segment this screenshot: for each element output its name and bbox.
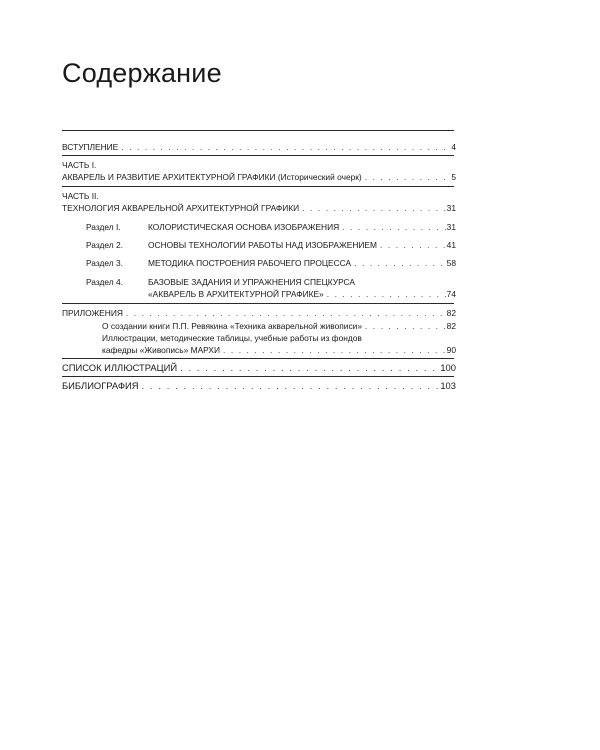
toc-entry-bibliography[interactable] [62,380,456,392]
dot-leader [121,141,450,153]
toc-page: 74 [446,289,456,299]
toc-label: АКВАРЕЛЬ И РАЗВИТИЕ АРХИТЕКТУРНОЙ ГРАФИКИ (Исторический очерк) [62,172,362,182]
dot-leader [180,362,439,374]
divider-rule [62,186,454,187]
toc-part2-heading [62,190,456,202]
toc-label: МЕТОДИКА ПОСТРОЕНИЯ РАБОЧЕГО ПРОЦЕССА [148,258,352,268]
section-number: Раздел 2. [86,240,123,250]
toc-entry-part1[interactable] [62,171,456,183]
toc-label: ТЕХНОЛОГИЯ АКВАРЕЛЬНОЙ АРХИТЕКТУРНОЙ ГРАФИКИ [62,203,300,213]
toc-section-4-line1[interactable] [62,276,456,288]
dot-leader [302,202,445,214]
page-title: Содержание [62,58,222,88]
toc-section-4-line2[interactable] [62,288,456,300]
toc-label: кафедры «Живопись» МАРХИ [102,345,220,355]
divider-rule [62,155,454,156]
toc-appendix-item-1[interactable] [62,320,456,332]
toc-label: ВСТУПЛЕНИЕ [62,142,119,152]
toc-page: 4 [451,142,456,152]
dot-leader [142,380,440,392]
dot-leader [365,320,446,332]
toc-label: О создании книги П.П. Ревякина «Техника акварельной живописи» [102,321,362,331]
toc-page: 31 [446,203,456,213]
toc-page: 5 [451,172,456,182]
dot-leader [365,171,451,183]
dot-leader [342,221,446,233]
section-number: Раздел I. [86,222,121,232]
dot-leader [126,307,446,319]
toc-section-3[interactable] [62,257,456,269]
dot-leader [380,239,446,251]
toc-label: БИБЛИОГРАФИЯ [62,380,139,391]
toc-appendix-item-2-line2[interactable] [62,344,456,356]
toc-label: ЧАСТЬ II. [62,191,99,201]
toc-entry-appendix[interactable] [62,307,456,319]
toc-part1-heading [62,159,456,171]
divider-rule [62,130,454,131]
toc-entry-illustrations[interactable] [62,362,456,374]
dot-leader [223,344,446,356]
toc-appendix-item-2-line1[interactable] [62,332,456,344]
toc-label: ЧАСТЬ I. [62,160,97,170]
toc-label: ОСНОВЫ ТЕХНОЛОГИИ РАБОТЫ НАД ИЗОБРАЖЕНИЕМ [148,240,377,250]
toc-label: ПРИЛОЖЕНИЯ [62,308,123,318]
divider-rule [62,358,454,359]
divider-rule [62,376,454,377]
dot-leader [354,257,446,269]
toc-page: 58 [446,258,456,268]
toc-page: 82 [446,321,456,331]
toc-label: КОЛОРИСТИЧЕСКАЯ ОСНОВА ИЗОБРАЖЕНИЯ [148,222,340,232]
toc-page: 100 [440,362,456,373]
toc-label: Иллюстрации, методические таблицы, учебные работы из фондов [102,333,362,343]
toc-page: 103 [440,380,456,391]
toc-page: 82 [446,308,456,318]
toc-label: СПИСОК ИЛЛЮСТРАЦИЙ [62,362,178,373]
section-number: Раздел 4. [86,277,123,287]
toc-section-2[interactable] [62,239,456,251]
toc-page: 31 [446,222,456,232]
divider-rule [62,303,454,304]
toc-page: 90 [446,345,456,355]
toc-label: БАЗОВЫЕ ЗАДАНИЯ И УПРАЖНЕНИЯ СПЕЦКУРСА [148,277,356,287]
toc-section-1[interactable] [62,221,456,233]
dot-leader [327,288,446,300]
section-number: Раздел 3. [86,258,123,268]
toc-label: «АКВАРЕЛЬ В АРХИТЕКТУРНОЙ ГРАФИКЕ» [148,289,324,299]
toc-entry-part2[interactable] [62,202,456,214]
toc-entry-intro[interactable] [62,141,456,153]
toc-page: 41 [446,240,456,250]
